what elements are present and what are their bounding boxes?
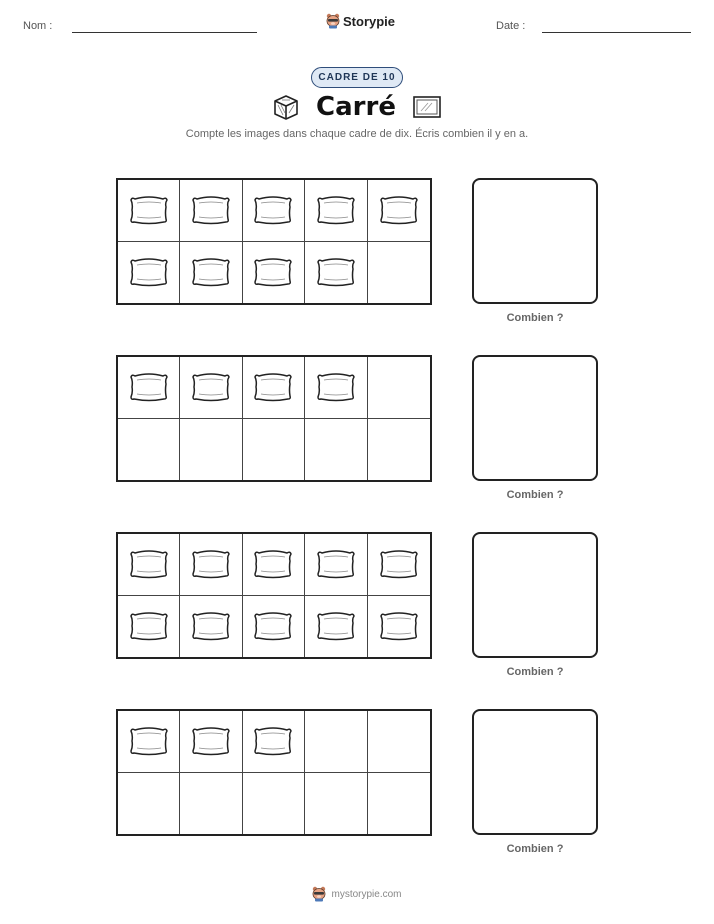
frame-cell (180, 711, 242, 773)
pillow-icon (129, 257, 169, 287)
frame-cell (368, 534, 430, 596)
category-badge: CADRE DE 10 (311, 67, 403, 88)
frame-cell (180, 242, 242, 304)
date-label: Date : (496, 20, 526, 32)
storypie-mascot-icon (326, 13, 340, 29)
frame-cell (118, 773, 180, 835)
frame-cell (305, 534, 367, 596)
pillow-icon (191, 549, 231, 579)
frame-cell (243, 534, 305, 596)
frame-cell (305, 357, 367, 419)
answer-box-2[interactable] (472, 355, 598, 481)
frame-cell (243, 180, 305, 242)
frame-cell (305, 773, 367, 835)
pillow-icon (191, 372, 231, 402)
frame-cell (368, 357, 430, 419)
frame-cell (118, 419, 180, 481)
frame-cell (180, 596, 242, 658)
pillow-icon (191, 195, 231, 225)
pillow-icon (253, 726, 293, 756)
frame-cell (305, 419, 367, 481)
frame-cell (243, 711, 305, 773)
pillow-icon (129, 726, 169, 756)
name-line[interactable] (72, 32, 257, 33)
pillow-icon (316, 611, 356, 641)
combien-label-3: Combien ? (506, 666, 564, 678)
frame-cell (118, 534, 180, 596)
ten-frame-1 (116, 178, 432, 305)
combien-label-2: Combien ? (506, 489, 564, 501)
pillow-icon (191, 726, 231, 756)
picture-frame-icon (412, 95, 442, 119)
answer-box-3[interactable] (472, 532, 598, 658)
frame-cell (118, 596, 180, 658)
pillow-icon (379, 611, 419, 641)
pillow-icon (316, 549, 356, 579)
answer-box-1[interactable] (472, 178, 598, 304)
frame-cell (180, 357, 242, 419)
ten-frame-2 (116, 355, 432, 482)
storypie-mascot-icon (312, 886, 326, 902)
pillow-icon (129, 195, 169, 225)
frame-cell (243, 419, 305, 481)
frame-cell (368, 180, 430, 242)
name-label: Nom : (23, 20, 53, 32)
frame-cell (118, 711, 180, 773)
frame-cell (180, 180, 242, 242)
frame-cell (243, 596, 305, 658)
pillow-icon (191, 257, 231, 287)
pillow-icon (129, 372, 169, 402)
footer (0, 886, 714, 902)
ten-frame-3 (116, 532, 432, 659)
cube-icon (272, 93, 300, 121)
brand-logo (326, 13, 395, 29)
pillow-icon (129, 549, 169, 579)
brand-name: Storypie (343, 13, 396, 29)
instructions: Compte les images dans chaque cadre de dix. Écris combien il y en a. (185, 128, 529, 140)
ten-frame-4 (116, 709, 432, 836)
footer-site: mystorypie.com (331, 888, 402, 900)
pillow-icon (379, 549, 419, 579)
answer-box-4[interactable] (472, 709, 598, 835)
frame-cell (243, 242, 305, 304)
pillow-icon (253, 195, 293, 225)
combien-label-1: Combien ? (506, 312, 564, 324)
frame-cell (243, 773, 305, 835)
pillow-icon (253, 549, 293, 579)
frame-cell (118, 242, 180, 304)
pillow-icon (316, 257, 356, 287)
title-row (0, 92, 714, 122)
frame-cell (180, 419, 242, 481)
frame-cell (368, 242, 430, 304)
pillow-icon (253, 372, 293, 402)
frame-cell (180, 773, 242, 835)
date-line[interactable] (542, 32, 691, 33)
frame-cell (180, 534, 242, 596)
frame-cell (368, 711, 430, 773)
frame-cell (118, 357, 180, 419)
frame-cell (305, 242, 367, 304)
frame-cell (368, 419, 430, 481)
pillow-icon (316, 195, 356, 225)
frame-cell (243, 357, 305, 419)
frame-cell (305, 180, 367, 242)
pillow-icon (253, 611, 293, 641)
pillow-icon (379, 195, 419, 225)
frame-cell (368, 773, 430, 835)
combien-label-4: Combien ? (506, 843, 564, 855)
frame-cell (305, 711, 367, 773)
pillow-icon (316, 372, 356, 402)
pillow-icon (253, 257, 293, 287)
pillow-icon (191, 611, 231, 641)
page-title: Carré (316, 92, 396, 122)
pillow-icon (129, 611, 169, 641)
frame-cell (305, 596, 367, 658)
frame-cell (368, 596, 430, 658)
frame-cell (118, 180, 180, 242)
